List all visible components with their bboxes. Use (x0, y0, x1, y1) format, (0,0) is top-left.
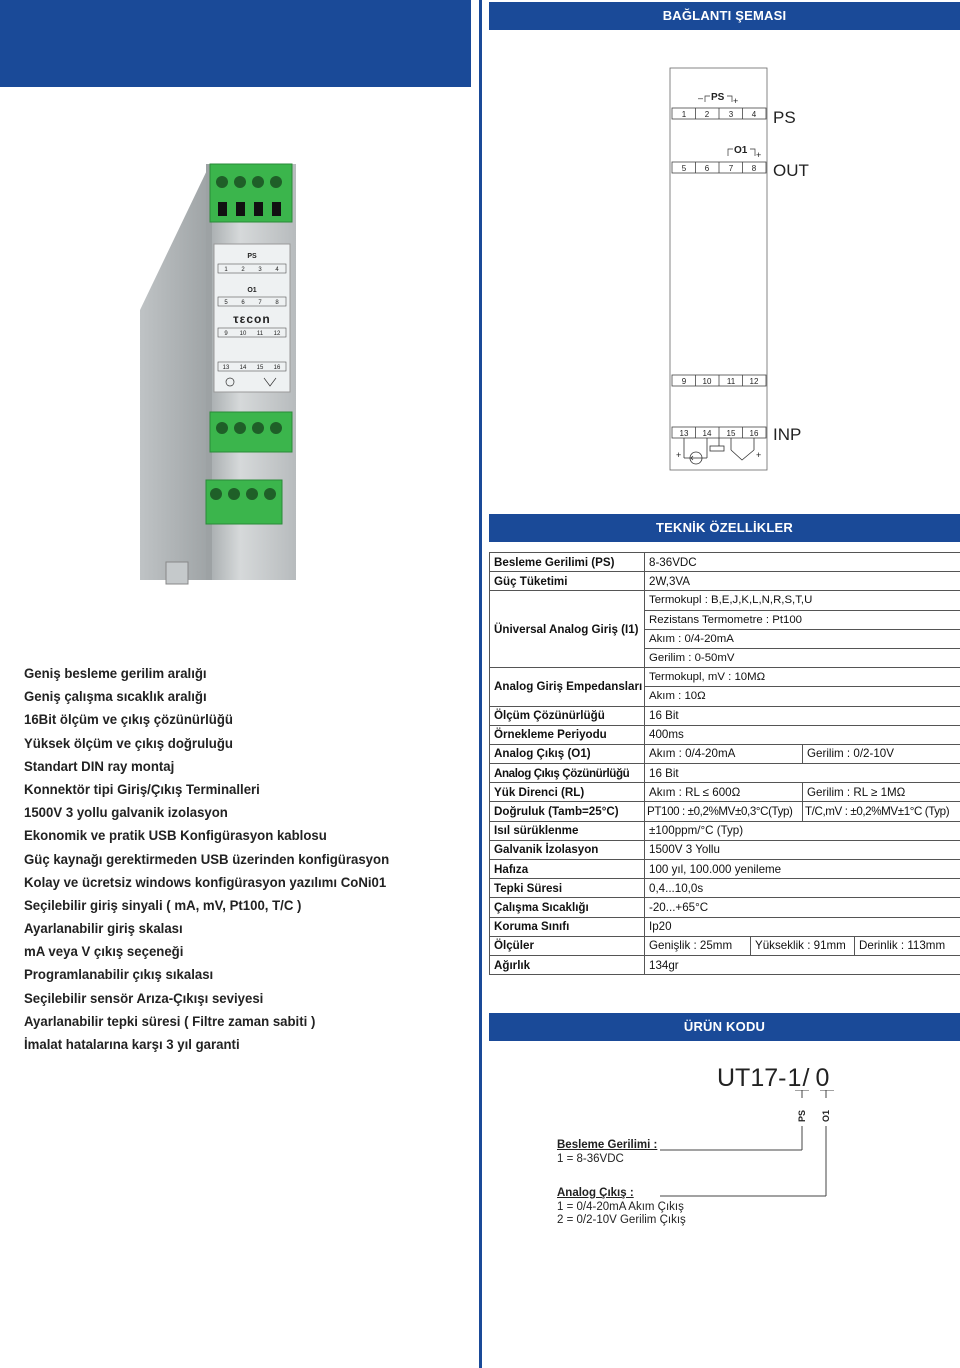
svg-text:+: + (756, 150, 762, 160)
spec-label: Yük Direnci (RL) (490, 783, 645, 802)
svg-text:15: 15 (726, 429, 736, 438)
supply-legend (557, 1139, 657, 1166)
svg-text:14: 14 (239, 365, 247, 371)
spec-label: Çalışma Sıcaklığı (490, 898, 645, 917)
wiring-section-title: BAĞLANTI ŞEMASI (489, 2, 960, 30)
list-item: Ayarlanabilir giriş skalası (24, 921, 183, 938)
svg-text:13: 13 (222, 365, 230, 371)
list-item: Seçilebilir giriş sinyali ( mA, mV, Pt100, T/C ) (24, 897, 302, 914)
spec-value: 2W,3VA (645, 572, 960, 591)
code-section-title: ÜRÜN KODU (489, 1013, 960, 1041)
svg-text:2: 2 (704, 110, 710, 119)
table-row (490, 668, 960, 687)
list-item: İmalat hatalarına karşı 3 yıl garanti (24, 1037, 240, 1053)
table-row (490, 917, 960, 936)
table-row (490, 706, 960, 725)
terminal-row-3 (672, 375, 766, 386)
spec-value: Genişlik : 25mm (645, 936, 751, 955)
spec-value: 8-36VDC (645, 553, 960, 572)
spec-value: Gerilim : 0-50mV (645, 648, 960, 667)
spec-label: Analog Çıkış (O1) (490, 744, 645, 763)
code-connector-lines (660, 1140, 850, 1200)
spec-value: Gerilim : 0/2-10V (803, 744, 960, 763)
list-item: Güç kaynağı gerektirmeden USB üzerinden konfigürasyon (24, 851, 390, 868)
spec-value: PT100 : ±0,2%MV±0,3°C(Typ) (645, 802, 803, 821)
list-item: Kolay ve ücretsiz windows konfigürasyon yazılımı CoNi01 (24, 874, 387, 891)
terminal-row-1 (672, 108, 766, 119)
svg-text:3: 3 (258, 267, 262, 273)
svg-text:+: + (733, 96, 739, 106)
spec-label: Tepki Süresi (490, 879, 645, 898)
spec-label: Ölçüm Çözünürlüğü (490, 706, 645, 725)
spec-value: ±100ppm/°C (Typ) (645, 821, 960, 840)
housing-side (140, 164, 210, 580)
list-item: Geniş besleme gerilim aralığı (24, 666, 207, 682)
spec-label: Analog Giriş Empedansları (490, 668, 645, 706)
din-rail-clip (166, 562, 188, 584)
svg-text:16: 16 (273, 365, 281, 371)
spec-label: Güç Tüketimi (490, 572, 645, 591)
svg-text:+: + (756, 450, 762, 460)
list-item: Geniş çalışma sıcaklık aralığı (24, 689, 207, 706)
list-item: Seçilebilir sensör Arıza-Çıkışı seviyesi (24, 990, 264, 1007)
code-ps-tag: PS (797, 1109, 807, 1122)
spec-label: Ölçüler (490, 936, 645, 955)
spec-value: T/C,mV : ±0,2%MV±1°C (Typ) (803, 802, 960, 821)
spec-label: Koruma Sınıfı (490, 917, 645, 936)
spec-value: 16 Bit (645, 706, 960, 725)
spec-value: Akım : 10Ω (645, 687, 960, 706)
device-illustration (136, 160, 304, 590)
svg-text:10: 10 (702, 377, 712, 386)
wiring-diagram (660, 60, 860, 480)
output-legend-heading: Analog Çıkış : (557, 1187, 634, 1199)
list-item: Yüksek ölçüm ve çıkış doğruluğu (24, 735, 233, 752)
title-block (0, 0, 471, 87)
list-item: Standart DIN ray montaj (24, 758, 175, 775)
specs-section-title: TEKNİK ÖZELLİKLER (489, 514, 960, 542)
spec-label: Analog Çıkış Çözünürlüğü (490, 764, 645, 783)
output-legend-option: 1 = 0/4-20mA Akım Çıkış (557, 1200, 684, 1213)
device-o1-text: O1 (247, 287, 257, 294)
spec-value: 1500V 3 Yollu (645, 840, 960, 859)
terminal-block-bottom (206, 480, 282, 524)
specs-table (489, 552, 960, 975)
table-row (490, 879, 960, 898)
supply-legend-option: 1 = 8-36VDC (557, 1152, 624, 1165)
svg-text:3: 3 (728, 110, 734, 119)
svg-text:7: 7 (258, 300, 262, 306)
spec-label: Doğruluk (Tamb=25°C) (490, 802, 645, 821)
o1-output-marker (728, 145, 761, 160)
code-slash: / (802, 1064, 810, 1092)
product-code (717, 1064, 829, 1093)
table-row (490, 860, 960, 879)
spec-label: Isıl sürüklenme (490, 821, 645, 840)
list-item: Ekonomik ve pratik USB Konfigürasyon kablosu (24, 828, 327, 845)
list-item: Ayarlanabilir tepki süresi ( Filtre zaman sabiti ) (24, 1013, 316, 1030)
spec-value: 100 yıl, 100.000 yenileme (645, 860, 960, 879)
code-o1-tag: O1 (821, 1109, 831, 1122)
list-item: mA veya V çıkış seçeneği (24, 944, 184, 961)
svg-text:9: 9 (681, 377, 687, 386)
list-item: Konnektör tipi Giriş/Çıkış Terminalleri (24, 781, 260, 798)
svg-text:6: 6 (704, 164, 710, 173)
svg-text:4: 4 (275, 267, 279, 273)
list-item: 1500V 3 yollu galvanik izolasyon (24, 805, 228, 822)
spec-value: Rezistans Termometre : Pt100 (645, 610, 960, 629)
svg-text:11: 11 (256, 331, 264, 337)
module-outline (670, 68, 767, 470)
table-row (490, 898, 960, 917)
svg-text:5: 5 (224, 300, 228, 306)
svg-text:+: + (676, 450, 682, 460)
table-row (490, 936, 960, 955)
table-row (490, 744, 960, 763)
list-item: 16Bit ölçüm ve çıkış çözünürlüğü (24, 712, 233, 729)
spec-label: Galvanik İzolasyon (490, 840, 645, 859)
device-brand-logo: τεcοn (233, 312, 271, 326)
ps-supply-marker (698, 92, 738, 106)
spec-label: Üniversal Analog Giriş (I1) (490, 591, 645, 668)
svg-text:4: 4 (751, 110, 757, 119)
current-source-symbol (684, 438, 724, 464)
device-ps-text: PS (247, 253, 257, 260)
table-row (490, 572, 960, 591)
table-row (490, 725, 960, 744)
spec-value: 400ms (645, 725, 960, 744)
spec-value: 0,4...10,0s (645, 879, 960, 898)
ps-label: PS (711, 92, 725, 103)
svg-text:10: 10 (239, 331, 247, 337)
svg-text:1: 1 (224, 267, 228, 273)
svg-text:8: 8 (751, 164, 757, 173)
code-ps-digit: 1 (787, 1064, 802, 1092)
spec-label: Hafıza (490, 860, 645, 879)
spec-value: Termokupl : B,E,J,K,L,N,R,S,T,U (645, 591, 960, 610)
svg-text:12: 12 (749, 377, 759, 386)
svg-text:8: 8 (275, 300, 279, 306)
spec-value: 16 Bit (645, 764, 960, 783)
spec-label: Örnekleme Periyodu (490, 725, 645, 744)
side-label-inp: INP (773, 425, 802, 444)
svg-text:14: 14 (702, 429, 712, 438)
svg-text:15: 15 (256, 365, 264, 371)
spec-value: Derinlik : 113mm (855, 936, 960, 955)
spec-value: Termokupl, mV : 10MΩ (645, 668, 960, 687)
svg-text:9: 9 (224, 331, 228, 337)
side-label-out: OUT (773, 161, 809, 180)
spec-value: Akım : 0/4-20mA (645, 744, 803, 763)
table-row (490, 821, 960, 840)
svg-text:2: 2 (241, 267, 245, 273)
output-legend-option: 2 = 0/2-10V Gerilim Çıkış (557, 1214, 686, 1226)
svg-text:6: 6 (241, 300, 245, 306)
side-label-ps: PS (773, 108, 796, 127)
spec-value: Yükseklik : 91mm (751, 936, 855, 955)
svg-text:5: 5 (681, 164, 687, 173)
svg-text:12: 12 (273, 331, 281, 337)
spec-value: Akım : RL ≤ 600Ω (645, 783, 803, 802)
code-prefix: UT17- (717, 1064, 787, 1092)
spec-label: Ağırlık (490, 955, 645, 974)
spec-value: Akım : 0/4-20mA (645, 629, 960, 648)
svg-text:11: 11 (726, 377, 736, 386)
supply-legend-heading: Besleme Gerilimi : (557, 1139, 658, 1151)
spec-value: Gerilim : RL ≥ 1MΩ (803, 783, 960, 802)
o1-label: O1 (734, 145, 748, 156)
table-row (490, 955, 960, 974)
svg-text:13: 13 (679, 429, 689, 438)
table-row (490, 840, 960, 859)
svg-text:16: 16 (749, 429, 759, 438)
svg-text:–: – (698, 93, 704, 103)
table-row (490, 783, 960, 802)
terminal-row-2 (672, 162, 766, 173)
output-legend (557, 1187, 686, 1228)
spec-value: Ip20 (645, 917, 960, 936)
spec-value: -20...+65°C (645, 898, 960, 917)
column-divider (479, 0, 482, 1368)
table-row (490, 802, 960, 821)
terminal-row-4 (672, 427, 766, 438)
thermocouple-symbol (731, 438, 754, 460)
svg-text:7: 7 (728, 164, 734, 173)
svg-text:1: 1 (681, 110, 687, 119)
list-item: Programlanabilir çıkış sıkalası (24, 967, 214, 984)
table-row (490, 553, 960, 572)
spec-label: Besleme Gerilimi (PS) (490, 553, 645, 572)
code-o1-digit: 0 (815, 1064, 830, 1092)
table-row (490, 591, 960, 610)
feature-list (24, 663, 464, 1057)
spec-value: 134gr (645, 955, 960, 974)
table-row (490, 764, 960, 783)
